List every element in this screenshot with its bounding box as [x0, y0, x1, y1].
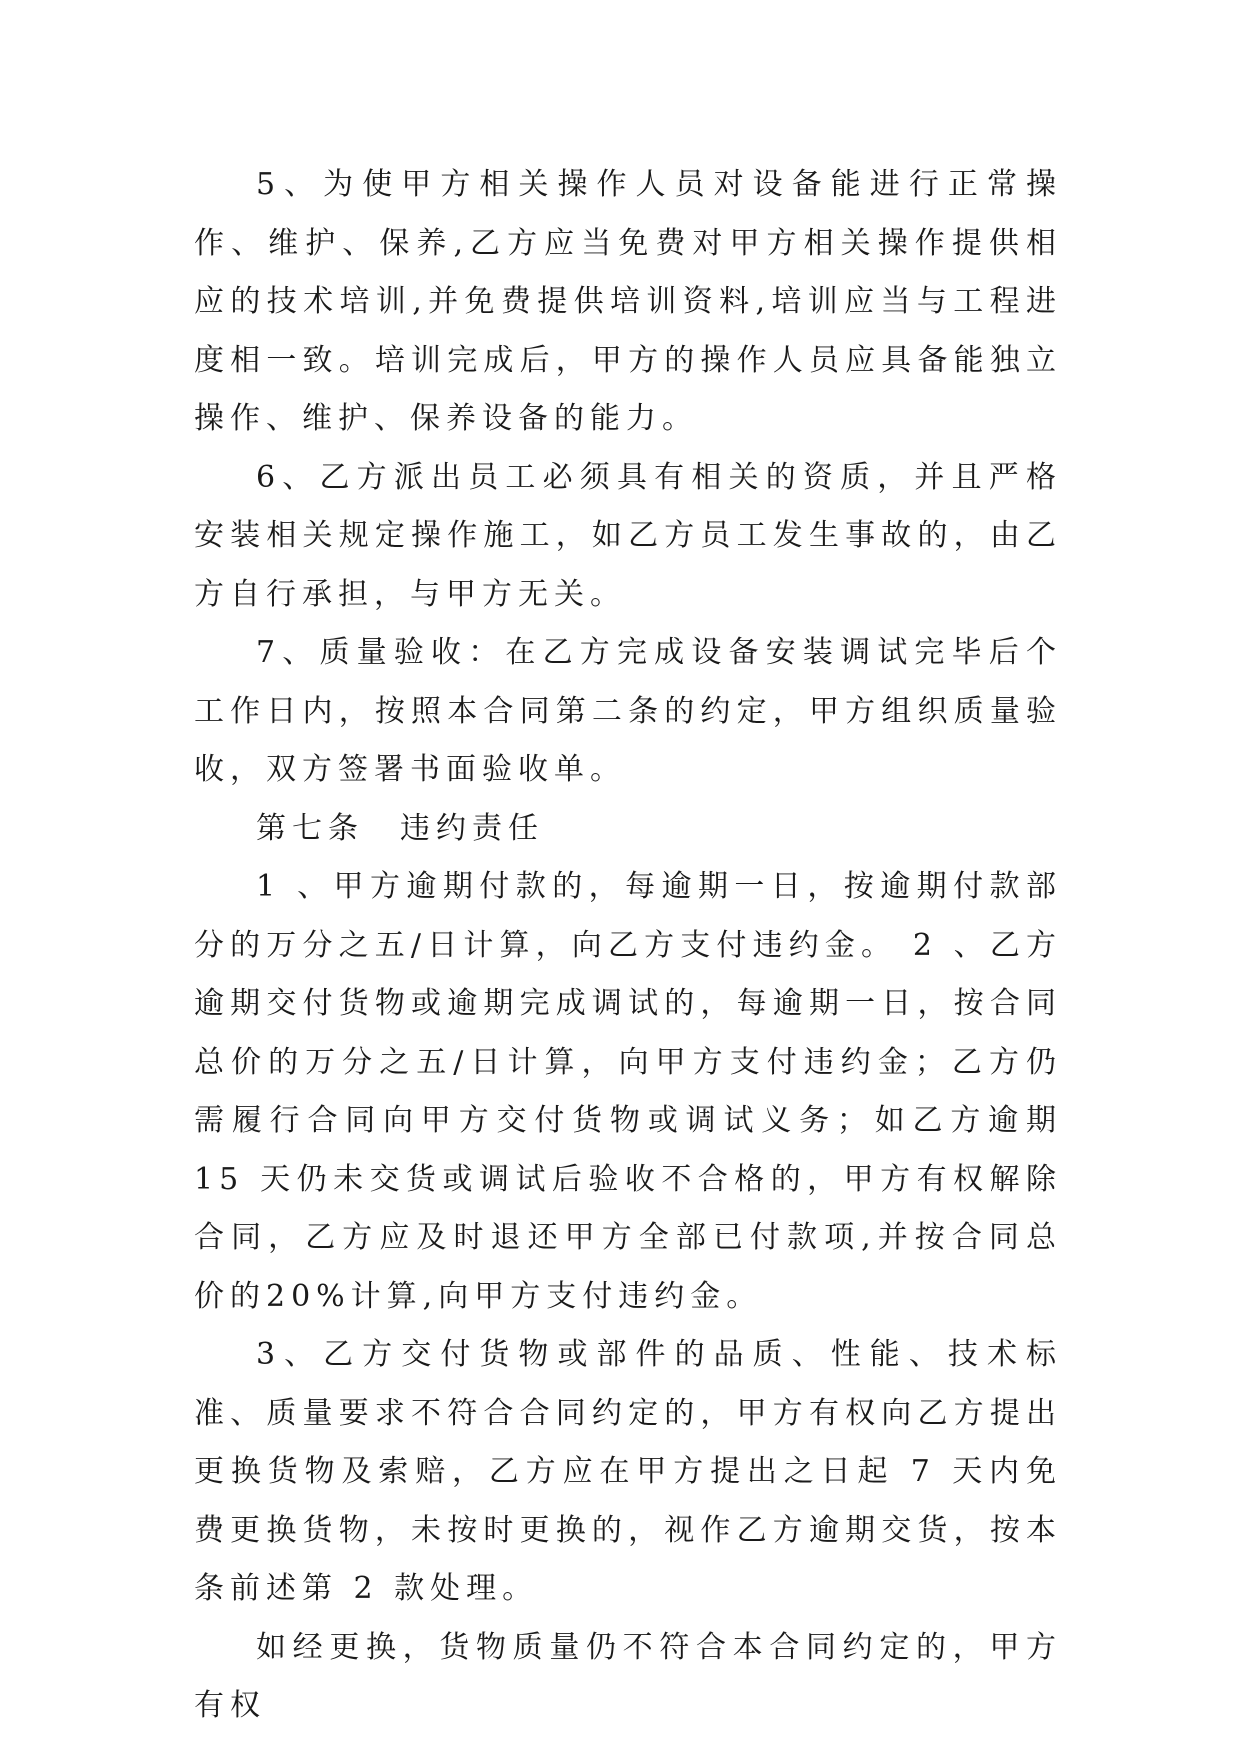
- liability-continuation-paragraph: 如经更换，货物质量仍不符合本合同约定的，甲方有权: [194, 1629, 1062, 1723]
- clause-6-paragraph: 6、乙方派出员工必须具有相关的资质，并且严格安装相关规定操作施工，如乙方员工发生事故的，由乙方自行承担，与甲方无关。: [194, 459, 1062, 612]
- clause-7-paragraph: 7、质量验收：在乙方完成设备安装调试完毕后个工作日内，按照本合同第二条的约定，甲方组织质量验收，双方签署书面验收单。: [194, 635, 1062, 787]
- liability-clause-3-paragraph: 3、乙方交付货物或部件的品质、性能、技术标准、质量要求不符合合同约定的，甲方有权向乙方提出更换货物及索赔，乙方应在甲方提出之日起 7 天内免费更换货物，未按时更换的，视作乙方逾期交货，按本条前述第 2 款处理。: [194, 1337, 1062, 1606]
- document-page: [194, 156, 1062, 1736]
- section-heading: 第七条 违约责任: [256, 810, 544, 846]
- liability-clause-1-2-paragraph: 1 、甲方逾期付款的，每逾期一日，按逾期付款部分的万分之五/日计算，向乙方支付违约金。 2 、乙方逾期交付货物或逾期完成调试的，每逾期一日，按合同总价的万分之五/日计算，向甲方支付违约金；乙方仍需履行合同向甲方交付货物或调试义务；如乙方逾期 15 天仍未交货或调试后验收不合格的，甲方有权解除合同，乙方应及时退还甲方全部已付款项,并按合同总价的20%计算,向甲方支付违约金。: [194, 869, 1062, 1314]
- clause-5-paragraph: 5、为使甲方相关操作人员对设备能进行正常操作、维护、保养,乙方应当免费对甲方相关操作提供相应的技术培训,并免费提供培训资料,培训应当与工程进度相一致。培训完成后，甲方的操作人员应具备能独立操作、维护、保养设备的能力。: [194, 167, 1062, 436]
